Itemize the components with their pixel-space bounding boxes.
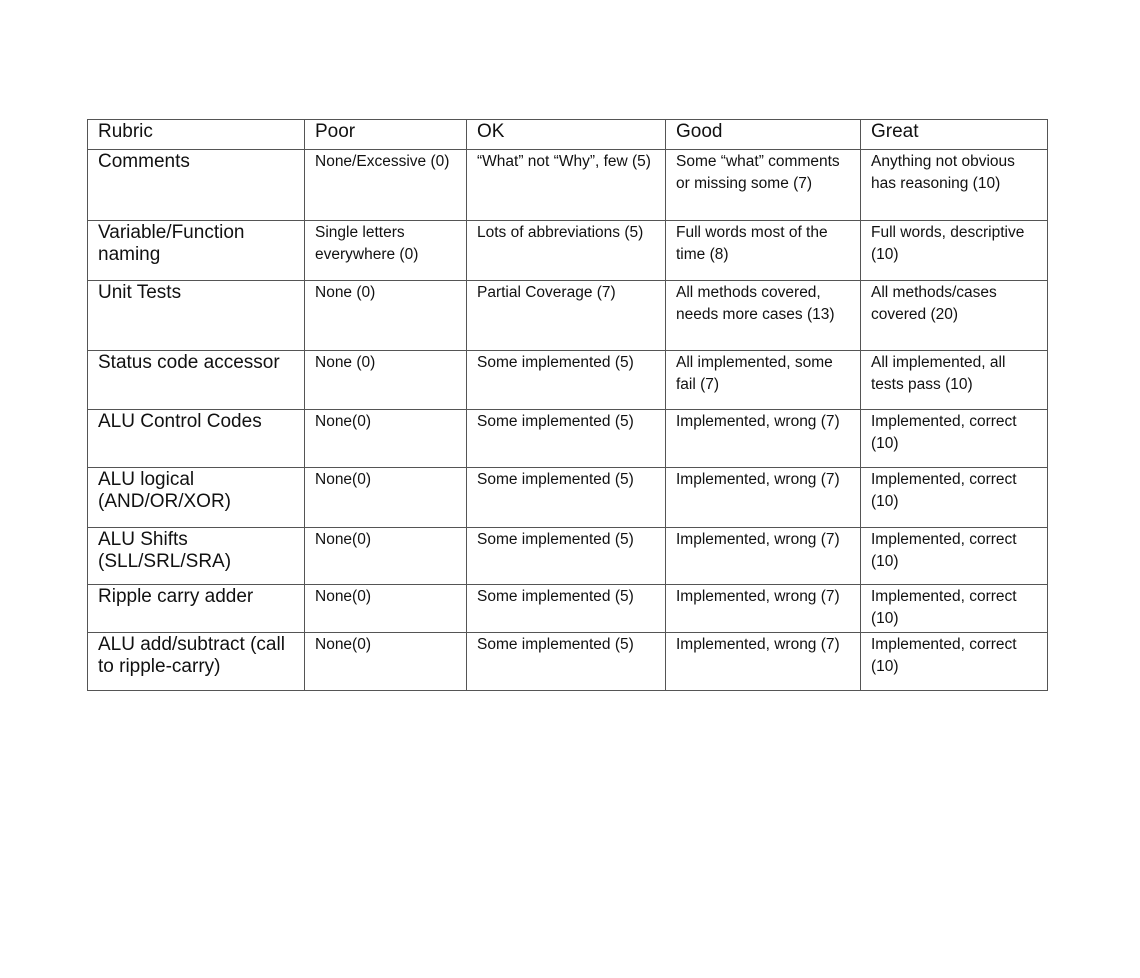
good-cell: Implemented, wrong (7) bbox=[666, 528, 861, 585]
great-cell: Implemented, correct (10) bbox=[861, 410, 1048, 468]
table-row bbox=[88, 585, 1048, 633]
poor-cell: None(0) bbox=[305, 410, 467, 468]
great-cell: Implemented, correct (10) bbox=[861, 585, 1048, 633]
great-cell: Full words, descriptive (10) bbox=[861, 221, 1048, 281]
ok-cell: Some implemented (5) bbox=[467, 585, 666, 633]
good-cell: Full words most of the time (8) bbox=[666, 221, 861, 281]
poor-cell: None(0) bbox=[305, 468, 467, 528]
good-cell: Some “what” comments or missing some (7) bbox=[666, 150, 861, 221]
good-cell: Implemented, wrong (7) bbox=[666, 585, 861, 633]
poor-cell: None(0) bbox=[305, 633, 467, 691]
table-row bbox=[88, 410, 1048, 468]
table-row bbox=[88, 633, 1048, 691]
good-cell: Implemented, wrong (7) bbox=[666, 468, 861, 528]
ok-cell: Some implemented (5) bbox=[467, 351, 666, 410]
criterion-cell: Ripple carry adder bbox=[88, 585, 305, 633]
header-row bbox=[88, 120, 1048, 150]
rubric-table bbox=[87, 119, 1048, 691]
poor-cell: None(0) bbox=[305, 585, 467, 633]
table-row bbox=[88, 528, 1048, 585]
ok-cell: Partial Coverage (7) bbox=[467, 281, 666, 351]
header-great: Great bbox=[861, 120, 1048, 150]
ok-cell: Some implemented (5) bbox=[467, 468, 666, 528]
criterion-cell: ALU logical (AND/OR/XOR) bbox=[88, 468, 305, 528]
poor-cell: None(0) bbox=[305, 528, 467, 585]
good-cell: Implemented, wrong (7) bbox=[666, 410, 861, 468]
ok-cell: Some implemented (5) bbox=[467, 528, 666, 585]
great-cell: Implemented, correct (10) bbox=[861, 633, 1048, 691]
table-row bbox=[88, 150, 1048, 221]
great-cell: Anything not obvious has reasoning (10) bbox=[861, 150, 1048, 221]
great-cell: All implemented, all tests pass (10) bbox=[861, 351, 1048, 410]
table-row bbox=[88, 351, 1048, 410]
good-cell: All implemented, some fail (7) bbox=[666, 351, 861, 410]
poor-cell: None/Excessive (0) bbox=[305, 150, 467, 221]
poor-cell: Single letters everywhere (0) bbox=[305, 221, 467, 281]
criterion-cell: ALU Control Codes bbox=[88, 410, 305, 468]
header-ok: OK bbox=[467, 120, 666, 150]
criterion-cell: Comments bbox=[88, 150, 305, 221]
great-cell: All methods/cases covered (20) bbox=[861, 281, 1048, 351]
table-row bbox=[88, 281, 1048, 351]
good-cell: All methods covered, needs more cases (13) bbox=[666, 281, 861, 351]
criterion-cell: ALU add/subtract (call to ripple-carry) bbox=[88, 633, 305, 691]
header-poor: Poor bbox=[305, 120, 467, 150]
table-row bbox=[88, 468, 1048, 528]
criterion-cell: Unit Tests bbox=[88, 281, 305, 351]
ok-cell: Lots of abbreviations (5) bbox=[467, 221, 666, 281]
poor-cell: None (0) bbox=[305, 281, 467, 351]
criterion-cell: ALU Shifts (SLL/SRL/SRA) bbox=[88, 528, 305, 585]
header-rubric: Rubric bbox=[88, 120, 305, 150]
header-good: Good bbox=[666, 120, 861, 150]
criterion-cell: Status code accessor bbox=[88, 351, 305, 410]
table-row bbox=[88, 221, 1048, 281]
good-cell: Implemented, wrong (7) bbox=[666, 633, 861, 691]
poor-cell: None (0) bbox=[305, 351, 467, 410]
ok-cell: Some implemented (5) bbox=[467, 410, 666, 468]
great-cell: Implemented, correct (10) bbox=[861, 468, 1048, 528]
criterion-cell: Variable/Function naming bbox=[88, 221, 305, 281]
ok-cell: “What” not “Why”, few (5) bbox=[467, 150, 666, 221]
great-cell: Implemented, correct (10) bbox=[861, 528, 1048, 585]
ok-cell: Some implemented (5) bbox=[467, 633, 666, 691]
